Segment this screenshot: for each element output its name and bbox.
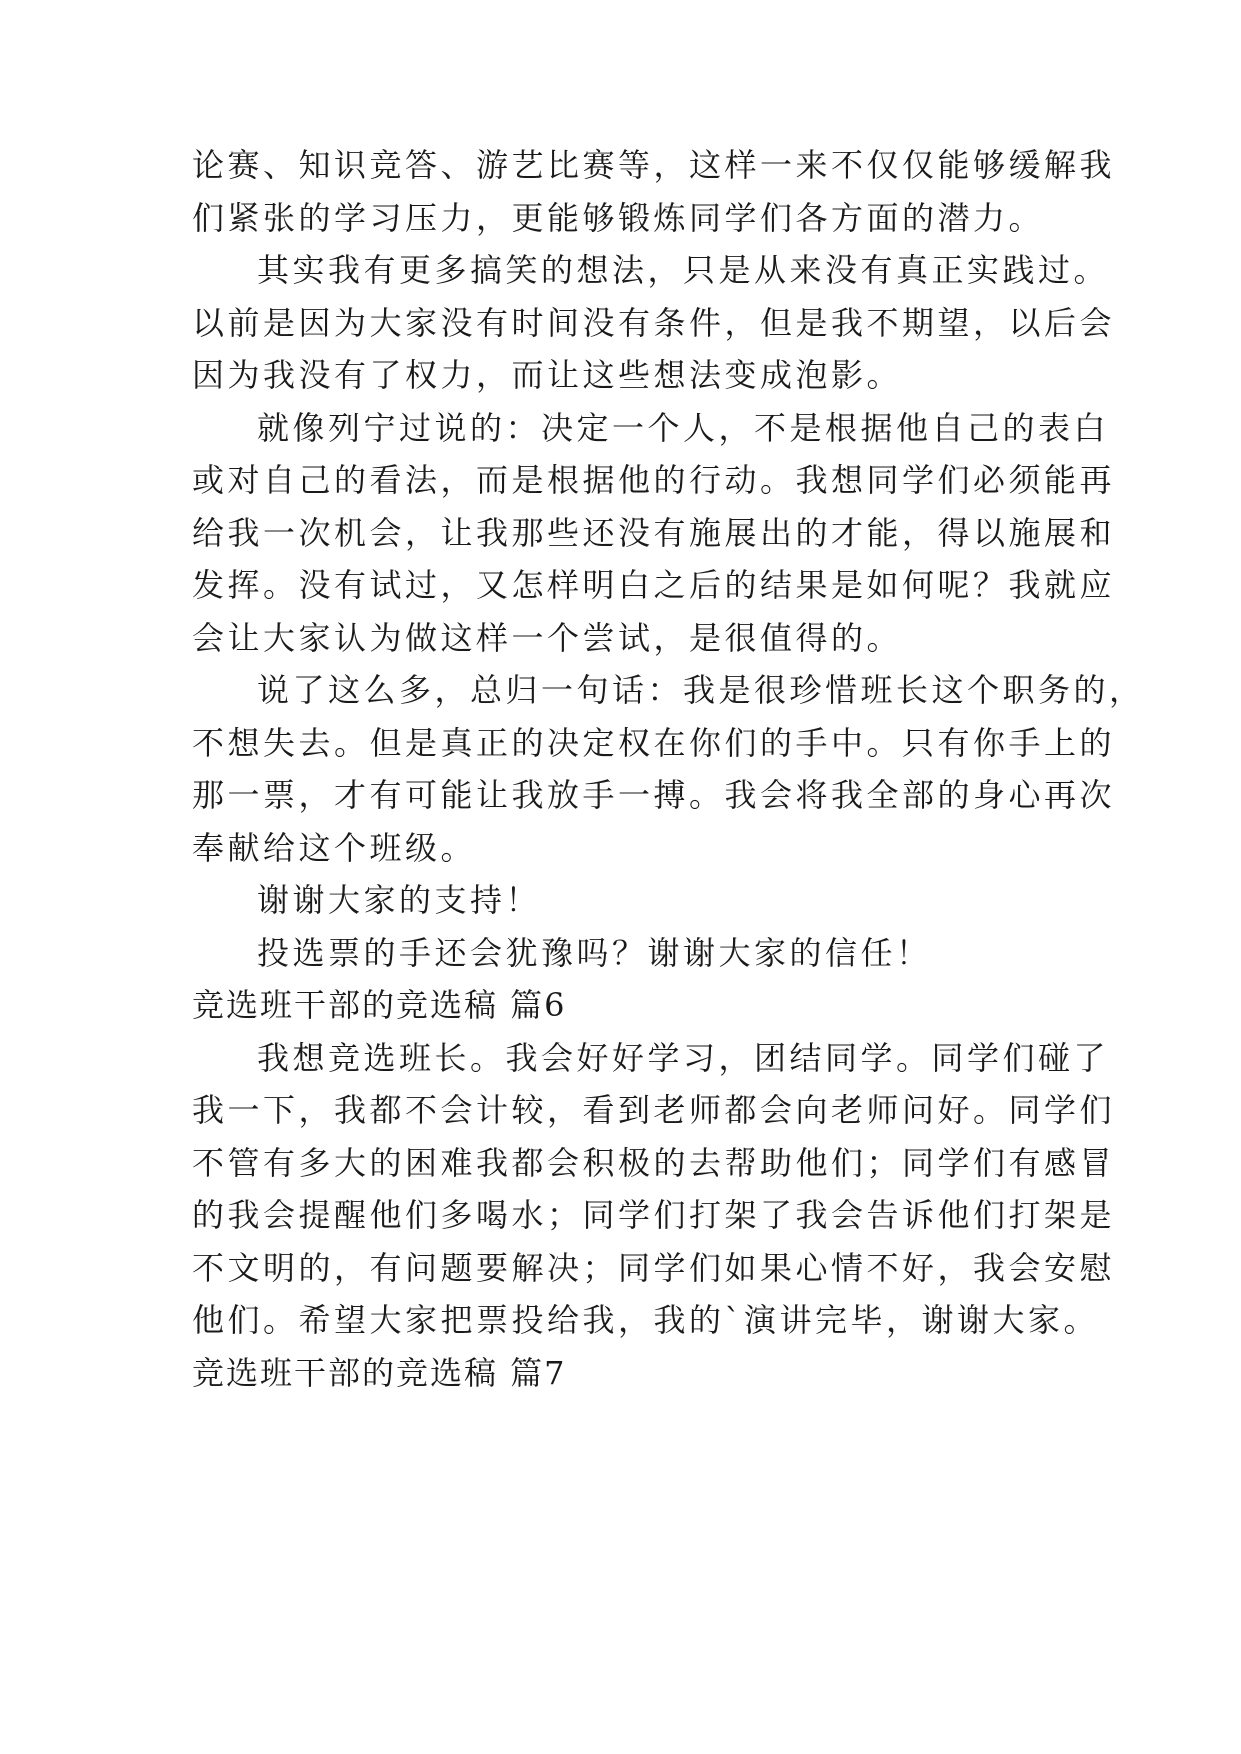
paragraph-line: 的我会提醒他们多喝水；同学们打架了我会告诉他们打架是	[192, 1196, 1116, 1234]
paragraph-line: 不管有多大的困难我都会积极的去帮助他们；同学们有感冒	[192, 1144, 1116, 1182]
paragraph-line: 发挥。没有试过，又怎样明白之后的结果是如何呢？我就应	[192, 566, 1116, 604]
section-heading: 竞选班干部的竞选稿 篇6	[192, 986, 567, 1024]
paragraph-line: 投选票的手还会犹豫吗？谢谢大家的信任！	[257, 934, 932, 972]
paragraph-line: 论赛、知识竞答、游艺比赛等，这样一来不仅仅能够缓解我	[192, 146, 1116, 184]
paragraph-line: 他们。希望大家把票投给我，我的`演讲完毕，谢谢大家。	[192, 1301, 1100, 1339]
paragraph-line: 谢谢大家的支持！	[257, 881, 542, 919]
paragraph-line: 说了这么多，总归一句话：我是很珍惜班长这个职务的，	[257, 671, 1145, 709]
paragraph-line: 奉献给这个班级。	[192, 829, 477, 867]
paragraph-line: 我想竞选班长。我会好好学习，团结同学。同学们碰了	[257, 1039, 1110, 1077]
paragraph-line: 不文明的，有问题要解决；同学们如果心情不好，我会安慰	[192, 1249, 1116, 1287]
paragraph-line: 或对自己的看法，而是根据他的行动。我想同学们必须能再	[192, 461, 1116, 499]
paragraph-line: 我一下，我都不会计较，看到老师都会向老师问好。同学们	[192, 1091, 1116, 1129]
paragraph-line: 们紧张的学习压力，更能够锻炼同学们各方面的潜力。	[192, 199, 1045, 237]
paragraph-line: 因为我没有了权力，而让这些想法变成泡影。	[192, 356, 903, 394]
paragraph-line: 那一票，才有可能让我放手一搏。我会将我全部的身心再次	[192, 776, 1116, 814]
paragraph-line: 就像列宁过说的：决定一个人，不是根据他自己的表白	[257, 409, 1110, 447]
section-heading: 竞选班干部的竞选稿 篇7	[192, 1354, 567, 1392]
paragraph-line: 给我一次机会，让我那些还没有施展出的才能，得以施展和	[192, 514, 1116, 552]
paragraph-line: 会让大家认为做这样一个尝试，是很值得的。	[192, 619, 903, 657]
paragraph-line: 其实我有更多搞笑的想法，只是从来没有真正实践过。	[257, 251, 1110, 289]
paragraph-line: 不想失去。但是真正的决定权在你们的手中。只有你手上的	[192, 724, 1116, 762]
paragraph-line: 以前是因为大家没有时间没有条件，但是我不期望，以后会	[192, 304, 1116, 342]
